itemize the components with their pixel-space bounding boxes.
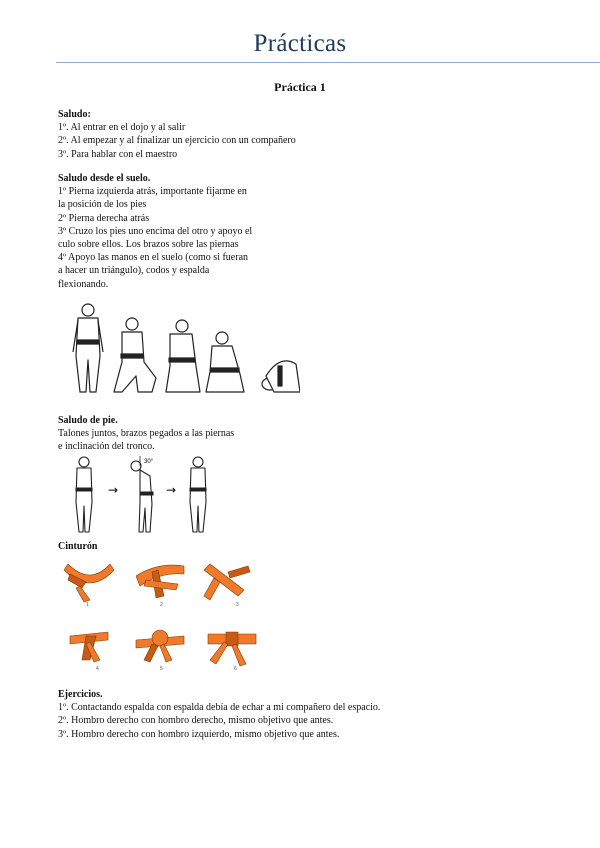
cinturon-section <box>58 540 97 553</box>
standing-bow-illustration <box>66 454 226 536</box>
saludo-line: 1º. Al entrar en el dojo y al salir <box>58 122 186 134</box>
ejercicios-section <box>58 688 380 741</box>
practice-title: Práctica 1 <box>274 80 326 94</box>
kneeling-figure-1 <box>114 318 156 392</box>
saludo-pie-section <box>58 414 234 454</box>
kneeling-bow-illustration <box>60 296 300 400</box>
saludo-suelo-line: a hacer un triángulo), codos y espalda <box>58 265 210 277</box>
cinturon-heading: Cinturón <box>58 541 98 552</box>
belt-step-number: 5 <box>160 666 163 672</box>
saludo-line: 3º. Para hablar con el maestro <box>58 148 178 160</box>
ejercicios-line: 2º. Hombro derecho con hombro derecho, mismo objetivo que antes. <box>58 715 334 727</box>
belt-step-number: 2 <box>160 602 163 608</box>
belt-step-4 <box>70 632 108 662</box>
belt-step-3 <box>204 564 250 600</box>
saludo-line: 2º. Al empezar y al finalizar un ejercicio con un compañero <box>58 135 296 147</box>
belt-step-6 <box>208 632 256 666</box>
angle-label: 30° <box>144 459 154 465</box>
belt-step-number: 3 <box>236 602 239 608</box>
ejercicios-heading: Ejercicios. <box>58 689 103 700</box>
standing-figure <box>73 304 103 392</box>
arrow-icon: → <box>166 483 177 497</box>
saludo-pie-line: e inclinación del tronco. <box>58 441 155 453</box>
saludo-suelo-line: 4º Apoyo las manos en el suelo (como si fueran <box>58 252 249 264</box>
belt-step-1 <box>64 564 114 602</box>
saludo-heading: Saludo: <box>58 109 91 120</box>
document-title: Prácticas <box>253 30 347 57</box>
belt-step-number: 1 <box>86 602 89 608</box>
seiza-figure <box>206 332 244 392</box>
saludo-suelo-line: 2º Pierna derecha atrás <box>58 212 150 224</box>
bow-figure-inclined <box>131 461 153 532</box>
ejercicios-line: 3º. Hombro derecho con hombro izquierdo, mismo objetivo que antes. <box>58 728 340 740</box>
saludo-pie-line: Talones juntos, brazos pegados a las piernas <box>58 428 235 440</box>
saludo-section <box>58 108 296 161</box>
ejercicios-line: 1º. Contactando espalda con espalda debía de echar a mi compañero del espacio. <box>58 702 381 714</box>
belt-step-5 <box>136 630 184 662</box>
belt-tying-illustration <box>60 556 270 672</box>
belt-step-number: 4 <box>96 666 99 672</box>
saludo-suelo-section <box>58 172 252 291</box>
bow-figure-upright <box>76 457 92 532</box>
bow-figure-return <box>190 457 206 532</box>
saludo-suelo-line: culo sobre ellos. Los brazos sobre las piernas <box>58 239 239 251</box>
arrow-icon: → <box>108 483 119 497</box>
saludo-suelo-line: 1º Pierna izquierda atrás, importante fijarme en <box>58 186 247 198</box>
saludo-suelo-line: flexionando. <box>58 278 109 290</box>
belt-step-2 <box>136 565 184 598</box>
title-divider <box>56 62 600 63</box>
belt-step-number: 6 <box>234 666 237 672</box>
bowing-figure <box>262 361 300 392</box>
kneeling-figure-2 <box>166 320 200 392</box>
saludo-suelo-heading: Saludo desde el suelo. <box>58 173 151 184</box>
saludo-pie-heading: Saludo de pie. <box>58 415 118 426</box>
saludo-suelo-line: la posición de los pies <box>58 199 147 211</box>
saludo-suelo-line: 3º Cruzo los pies uno encima del otro y apoyo el <box>58 225 253 237</box>
